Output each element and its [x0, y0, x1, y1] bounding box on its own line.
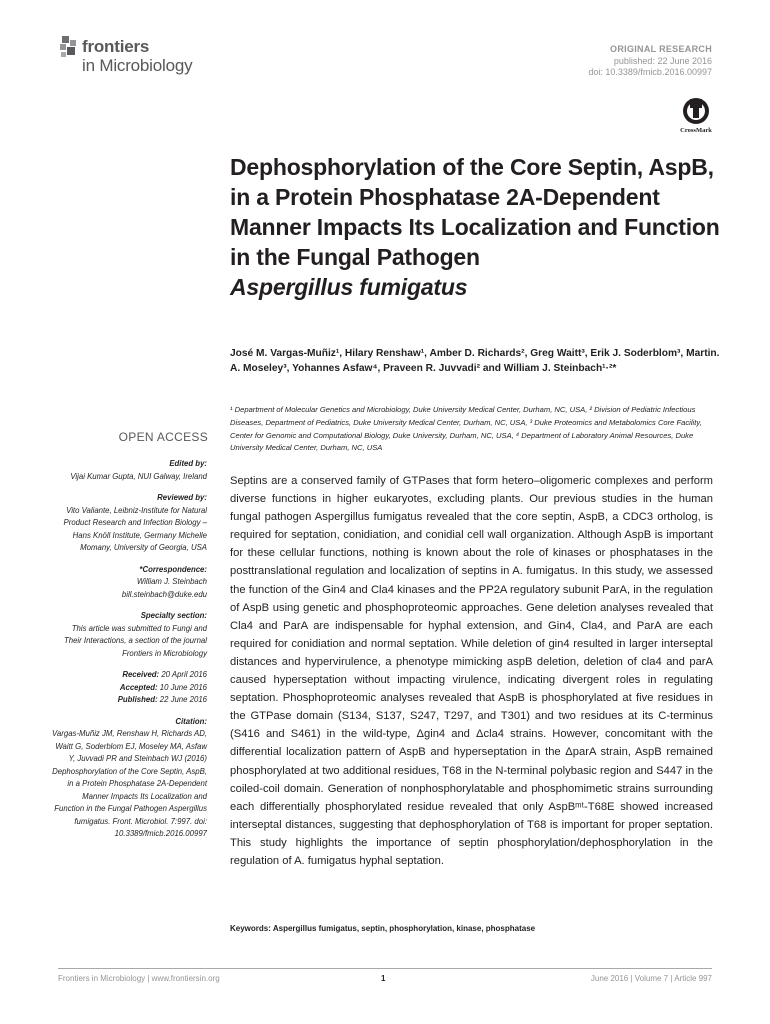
logo-word-frontiers: frontiers: [82, 37, 150, 56]
keywords-list: Aspergillus fumigatus, septin, phosphorylation, kinase, phosphatase: [272, 924, 536, 933]
accepted-date: 10 June 2016: [159, 682, 207, 692]
article-type: ORIGINAL RESEARCH: [610, 44, 712, 54]
published-date-sidebar: 22 June 2016: [159, 695, 207, 704]
correspondence-label: *Correspondence:: [139, 564, 207, 574]
crossmark-label: CrossMark: [680, 127, 712, 134]
specialty-label: Specialty section:: [140, 611, 207, 620]
keywords: [230, 924, 713, 933]
accepted-label: Accepted:: [119, 682, 158, 692]
crossmark-icon: [677, 96, 715, 128]
footer-journal-link[interactable]: Frontiers in Microbiology | www.frontiersin.org: [58, 974, 220, 983]
published-date: published: 22 June 2016: [613, 56, 712, 66]
specialty-section: This article was submitted to Fungi and Their Interactions, a section of the journal Frontiers in Microbiology: [63, 623, 207, 658]
title-main: Dephosphorylation of the Core Septin, AspB, in a Protein Phosphatase 2A-Dependent Manner Impacts Its Localization and Function in the Fungal Pathogen: [230, 154, 720, 270]
journal-logo: [58, 32, 228, 82]
citation-text: Vargas-Muñiz JM, Renshaw H, Richards AD, Waitt G, Soderblom EJ, Moseley MA, Asfaw Y, Juvvadi PR and Steinbach WJ (2016) Dephosphorylation of the Core Septin, AspB, in a Protein Phosphatase 2A-Dependent Manner Impacts Its Localization and Function in the Fungal Pathogen Aspergillus fumigatus. Front. Microbiol. 7:997. doi: 10.3389/fmicb.2016.00997: [52, 729, 207, 838]
title-species: Aspergillus fumigatus: [230, 274, 468, 300]
affiliations: ¹ Department of Molecular Genetics and Microbiology, Duke University Medical Center, Durham, NC, USA, ² Division of Pediatric Infectious Diseases, Department of Pediatrics, Duke University Medical Center, Durham, NC, USA, ³ Duke Proteomics and Metabolomics Core Facility, Center for Genomic and Computational Biology, Duke University, Durham, NC, USA, ⁴ Department of Laboratory Animal Resources, Duke University Medical Center, Durham, NC, USA: [230, 405, 702, 453]
edited-by-label: Edited by:: [169, 459, 207, 468]
published-label: Published:: [117, 695, 158, 704]
keywords-label: Keywords:: [230, 924, 271, 933]
frontiers-logo-icon: [58, 34, 84, 60]
received-date: 20 April 2016: [161, 670, 207, 679]
page-number: 1: [381, 974, 386, 983]
article-dates: [52, 669, 207, 707]
article-info-sidebar: [52, 458, 207, 850]
open-access-label: OPEN ACCESS: [118, 430, 208, 444]
author-list: José M. Vargas-Muñiz¹, Hilary Renshaw¹, Amber D. Richards², Greg Waitt³, Erik J. Soderblom³, Martin. A. Moseley³, Yohannes Asfaw⁴, Praveen R. Juvvadi² and William J. Steinbach¹·²*: [230, 348, 720, 374]
edited-by: Vijai Kumar Gupta, NUI Galway, Ireland: [70, 471, 207, 481]
abstract-text: Septins are a conserved family of GTPases that form hetero–oligomeric complexes and perform diverse functions in higher eukaryotes, excluding plants. Our previous studies in the human fungal pathogen Aspergillus fumigatus revealed that the core septin, AspB, a CDC3 ortholog, is required for septation, conidiation, and conidial cell wall organization. Although AspB is important for these cellular functions, nothing is known about the role of kinases or phosphatases in the posttranslational regulation and localization of septins in A. fumigatus. In this study, we assessed the function of the Gin4 and Cla4 kinases and the PP2A regulatory subunit ParA, in the regulation of AspB using genetic and phosphoproteomic approaches. Gene deletion analyses revealed that Cla4 and ParA are indispensable for hyphal extension, and Gin4, Cla4, and ParA are each required for conidiation and normal septation. While deletion of gin4 resulted in larger interseptal distances and hypervirulence, a phenotype mimicking aspB deletion, deletion of cla4 and parA caused hyperseptation without impacting virulence, indicating divergent roles in regulating septation. Phosphoproteomic analyses revealed that AspB is phosphorylated at five residues in the GTPase domain (S134, S137, S247, T297, and T301) and two residues at its C-terminus (S416 and S461) in the wild-type, Δgin4 and Δcla4 strains. However, concomitant with the differential localization pattern of AspB and hyperseptation in the ΔparA strain, AspB remained phosphorylated at two additional residues, T68 in the N-terminal polybasic region and S447 in the coiled-coil domain. Generation of nonphosphorylatable and phosphomimetic strains surrounding each differentially phosphorylated residue revealed that only AspBᵐᵗ-T68E showed increased interseptal distances, suggesting that dephosphorylation of T68 is important for proper septation. This study highlights the importance of septin phosphorylation/dephosphorylation in the regulation of A. fumigatus hyphal septation.: [230, 475, 713, 867]
correspondence-name: William J. Steinbach: [136, 577, 207, 586]
footer-divider: [58, 968, 712, 969]
received-label: Received:: [122, 670, 160, 679]
reviewed-by: Vito Valiante, Leibniz-Institute for Natural Product Research and Infection Biology – Hans Knöll Institute, Germany Michelle Momany, University of Georgia, USA: [63, 505, 207, 552]
doi-header[interactable]: doi: 10.3389/fmicb.2016.00997: [588, 67, 712, 77]
footer-volume-info: June 2016 | Volume 7 | Article 997: [590, 974, 712, 983]
article-title: [230, 152, 730, 302]
crossmark-badge[interactable]: [677, 96, 715, 138]
logo-word-journal: in Microbiology: [82, 56, 193, 75]
citation-label: Citation:: [175, 716, 207, 726]
reviewed-by-label: Reviewed by:: [157, 493, 207, 502]
correspondence-email[interactable]: bill.steinbach@duke.edu: [121, 589, 207, 599]
